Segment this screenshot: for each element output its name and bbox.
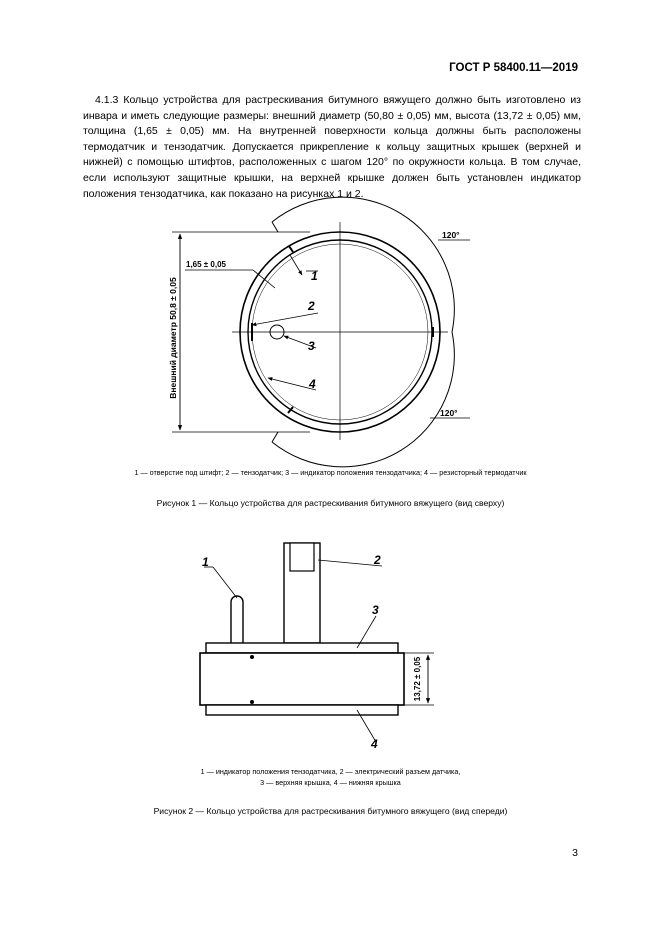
angle-label-bottom: 120°: [440, 408, 458, 418]
indicator-pin: [231, 596, 243, 643]
page-number: 3: [572, 847, 578, 859]
fig2-label-3: 3: [372, 603, 379, 617]
figure1-legend: 1 — отверстие под штифт; 2 — тензодатчик; 3 — индикатор положения тензодатчика; 4 — резисторный термодатчик: [134, 468, 527, 477]
figure1-caption: Рисунок 1 — Кольцо устройства для растрескивания битумного вяжущего (вид сверху): [156, 498, 505, 508]
fig1-label-1: 1: [311, 269, 318, 283]
fig2-label-2: 2: [374, 553, 381, 567]
fig1-label-3: 3: [308, 339, 315, 353]
top-cover: [206, 643, 398, 653]
fig1-label-4: 4: [309, 377, 316, 391]
section-text: 4.1.3 Кольцо устройства для растрескивания битумного вяжущего должно быть изготовлено из инвара и иметь следующие размеры: внешний диаметр (50,80 ± 0,05) мм, высота (13,72 ± 0,05) мм, толщина (1,65 ± 0,05) мм. На внутренней поверхности кольца должны быть расположены термодатчик и тензодатчик. Допускается прикрепление к кольцу защитных крышек (верхней и нижней) с помощью штифтов, расположенных с шагом 120° по окружности кольца. В том случае, если используют защитные крышки, на верхней крышке должен быть установлен индикатор положения тензодатчика, как показано на рисунках 1 и 2.: [83, 94, 581, 200]
figure2-legend-line1: 1 — индикатор положения тензодатчика, 2 — электрический разъем датчика,: [200, 767, 461, 776]
connector-head: [290, 543, 314, 571]
figure2-legend: [0, 766, 661, 788]
angle-label-top: 120°: [442, 230, 460, 240]
thickness-label: 1,65 ± 0,05: [186, 260, 226, 269]
fig2-label-4: 4: [371, 737, 378, 751]
bottom-cover: [206, 705, 398, 715]
ring-body: [200, 653, 404, 705]
document-header: ГОСТ Р 58400.11—2019: [449, 62, 578, 74]
fig2-label-1: 1: [202, 555, 209, 569]
figure2-legend-line2: 3 — верхняя крышка, 4 — нижняя крышка: [260, 778, 401, 787]
fig1-label-2: 2: [308, 299, 315, 313]
outer-diameter-label: Внешний диаметр 50,8 ± 0,05: [168, 277, 178, 399]
angle-arc-top: [272, 197, 454, 332]
figure2-caption: Рисунок 2 — Кольцо устройства для растрескивания битумного вяжущего (вид спереди): [153, 806, 508, 816]
figure2-drawing: [200, 543, 434, 742]
figure1-drawing: [172, 197, 470, 467]
height-label: 13,72 ± 0,05: [413, 656, 422, 702]
angle-arc-bottom: [272, 332, 454, 467]
